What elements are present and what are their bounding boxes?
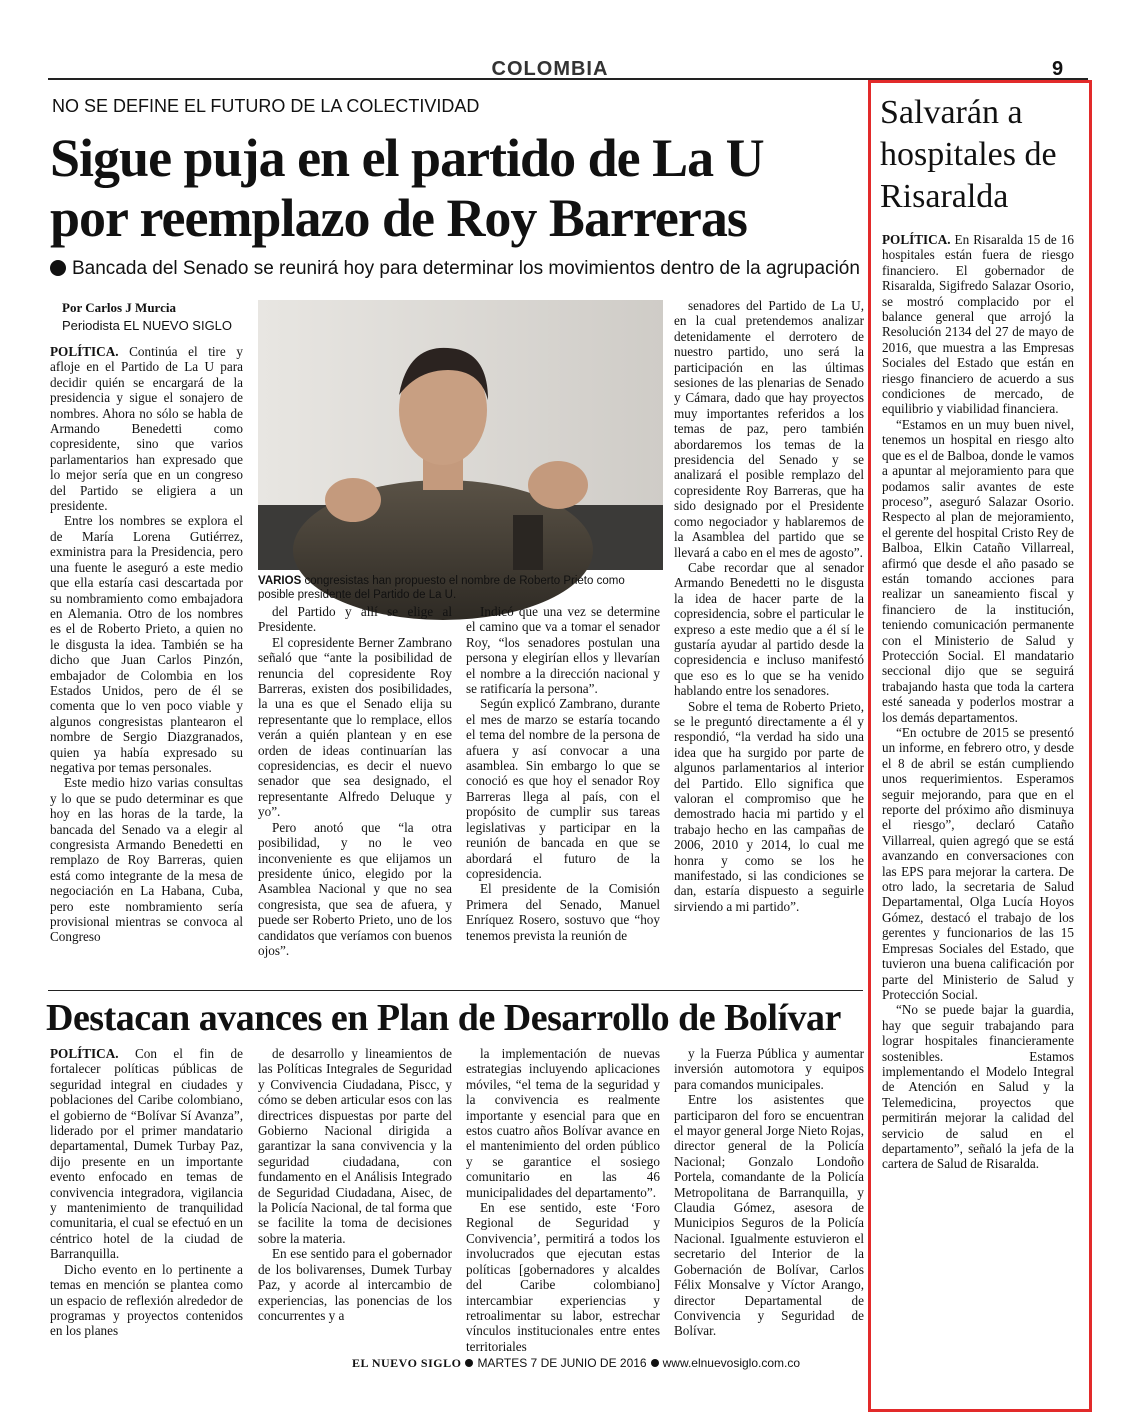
main-column-1 bbox=[50, 344, 243, 976]
paragraph bbox=[674, 699, 864, 915]
page-footer bbox=[336, 1356, 816, 1371]
paragraph-text: senadores del Partido de La U, en la cual pretendemos analizar detenidamente el derrotero de nuestro partido, uno será la participación en las últimas sesiones de las plenarias de Senado y Cámara, dado que hay proyectos muy importantes referidos a los temas de paz, pero también abordaremos los temas de la presidencia del Senado y se analizará el posible remplazo del copresidente Roy Barreras, que ha sido designado por el Presidente como negociador y hablaremos de la Asamblea del partido que se llevará a cabo en el mes de agosto”. bbox=[674, 298, 864, 560]
main-headline: Sigue puja en el partido de La U por reemplazo de Roy Barreras bbox=[50, 128, 764, 248]
section-divider bbox=[48, 990, 863, 991]
newspaper-logo: EL NUEVO SIGLO bbox=[351, 1356, 462, 1370]
author-role: Periodista EL NUEVO SIGLO bbox=[62, 318, 233, 333]
main-column-3 bbox=[466, 604, 660, 976]
paragraph-text: Según explicó Zambrano, durante el mes de marzo se estaría tocando el tema del nombre de la persona de afuera y así convocar a una asamblea. Sin embargo lo que se conoció es que hoy el senador Roy Barreras llega al país, con el propósito de cumplir sus tareas legislativas y participar en la reunión de bancada en que se abordará el futuro de la copresidencia. bbox=[466, 696, 660, 881]
paragraph bbox=[258, 1046, 452, 1246]
paragraph bbox=[674, 1046, 864, 1092]
second-column-3 bbox=[466, 1046, 660, 1354]
sidebar-headline: Salvarán a hospitales de Risaralda bbox=[880, 94, 1057, 215]
paragraph-text: Pero anotó que “la otra posibilidad, y no le veo inconveniente es que elijamos un presidente único, elegido por la Asamblea Nacional y que no sea congresista, que sea de afuera, y puede ser Roberto Prieto, uno de los candidatos que veríamos con buenos ojos”. bbox=[258, 819, 452, 958]
paragraph-text: En ese sentido, este ‘Foro Regional de Seguridad y Convivencia’, permitirá a todos los involucrados que ejecutan estas políticas [gobernadores y alcaldes del Caribe colombiano] intercambiar experiencias y retroalimentar su labor, estrechar vínculos institucionales entre entes territoriales bbox=[466, 1200, 660, 1354]
paragraph-text: la implementación de nuevas estrategias incluyendo aplicaciones móviles, “el tema de la seguridad y la convivencia es realmente importante y esencial para que en estos cuatro años Bolívar avance en el mantenimiento del orden público y se garantice el sosiego comunitario en las 46 municipalidades del departamento”. bbox=[466, 1046, 660, 1200]
second-column-1 bbox=[50, 1046, 243, 1346]
paragraph bbox=[882, 1002, 1074, 1171]
paragraph-text: y la Fuerza Pública y aumentar inversión automotora y equipos para comandos municipales. bbox=[674, 1046, 864, 1092]
paragraph bbox=[50, 775, 243, 944]
caption-text: congresistas han propuesto el nombre de Roberto Prieto como posible presidente del Partido de La U. bbox=[258, 575, 625, 601]
paragraph-text: Sobre el tema de Roberto Prieto, se le preguntó directamente a él y respondió, “la verdad ha sido una idea que ha surgido por parte de algunos parlamentarios al interior del Partido. Ello significa que valoran el compromiso que he demostrado hacia mi partido y el trabajo hecho en las campañas de 2006, 2010 y 2014, lo cual me honra y como se los he manifestado, si las condiciones se dan, estaría dispuesto a seguirle sirviendo a mi partido”. bbox=[674, 698, 864, 914]
article-subhead bbox=[50, 258, 860, 280]
paragraph-text: Dicho evento en lo pertinente a temas en mención se plantea como un espacio de reflexión alrededor de programas y proyectos contenidos en los planes bbox=[50, 1261, 243, 1339]
subhead-text: Bancada del Senado se reunirá hoy para determinar los movimientos dentro de la agrupación bbox=[72, 258, 860, 279]
paragraph bbox=[258, 1246, 452, 1323]
second-column-2 bbox=[258, 1046, 452, 1346]
paragraph-text: Continúa el tire y afloje en el Partido de La U para decidir quién se encargará de la presidencia y sigue el sonajero de nombres. Ahora no sólo se habla de Armando Benedetti como copresidente, sino que varios parlamentarios han expresado que lo mejor sería que en un congreso del Partido se eligiera a un presidente. bbox=[50, 344, 243, 514]
caption-lead: VARIOS bbox=[258, 575, 302, 587]
paragraph-text: “Estamos en un muy buen nivel, tenemos un hospital en riesgo alto que es el de Balboa, donde le vamos a apuntar al mejoramiento para que podamos salir avantes de este proceso”, aseguró Salazar Osorio. Respecto al plan de mejoramiento, el gerente del hospital Cristo Rey de Balboa, Elkin Cataño Villarreal, afirmó que desde el año pasado se están tomando acciones para realizar un saneamiento fiscal y financiero de la institución, teniendo comunicación permanente con el Ministerio de Salud y Protección Social. El mandatario seccional dijo que se seguirá trabajando hasta que toda la cartera esté saneada y poderlos mostrar a los demás departamentos. bbox=[882, 416, 1074, 725]
paragraph bbox=[258, 604, 452, 635]
paragraph-text: Con el fin de fortalecer políticas públicas de seguridad integral en ciudades y poblaciones del Caribe colombiano, el gobierno de “Bolívar Sí Avanza”, liderado por el primer mandatario departamental, Dumek Turbay Paz, dijo presente en un importante evento enfocado en temas de convivencia integradora, vigilancia y mantenimiento de tranquilidad comunitaria, el cual se efectuó en un céntrico hotel de la ciudad de Barranquilla. bbox=[50, 1046, 243, 1262]
byline: Por Carlos J Murcia bbox=[62, 300, 176, 315]
paragraph bbox=[466, 1046, 660, 1200]
lead-word: POLÍTICA. bbox=[882, 232, 951, 247]
paragraph-text: Cabe recordar que al senador Armando Benedetti no le disgusta la idea de hacer parte de la copresidencia, sobre el particular le expreso a este medio que a él sí le gustaría ayudar al partido desde la copresidencia e incluso manifestó que eso es lo que se ha venido hablando entre los senadores. bbox=[674, 559, 864, 699]
paragraph bbox=[258, 635, 452, 820]
main-column-2 bbox=[258, 604, 452, 976]
paragraph bbox=[50, 513, 243, 775]
paragraph bbox=[258, 820, 452, 959]
paragraph-text: del Partido y allí se elige al Presidente. bbox=[258, 604, 452, 635]
paragraph bbox=[466, 604, 660, 696]
dot-icon bbox=[465, 1359, 473, 1367]
bullet-icon bbox=[50, 260, 66, 276]
paragraph bbox=[50, 1046, 243, 1262]
paragraph bbox=[882, 232, 1074, 417]
paragraph bbox=[466, 1200, 660, 1354]
paragraph bbox=[466, 696, 660, 881]
paragraph-text: “En octubre de 2015 se presentó un informe, en febrero otro, y desde el 8 de abril se están cumpliendo unos requerimientos. Esperamos seguir mejorando, para que en el reporte del próximo año disminuya el riesgo”, declaró Cataño Villarreal, quien agregó que se está avanzando en conversaciones con las EPS para mejorar la cartera. De otro lado, la secretaria de Salud Departamental, Olga Lucía Hoyos Gómez, destacó el trabajo de los gerentes y funcionarios de las 15 Empresas Sociales del Estado, que tuvieron una buena calificación por parte del Ministerio de Salud y Protección Social. bbox=[882, 725, 1074, 1002]
lead-word: POLÍTICA. bbox=[50, 344, 119, 359]
paragraph-text: “No se puede bajar la guardia, hay que seguir trabajando para lograr hospitales financieramente sostenibles. Estamos implementando el Modelo Integral de Atención en Salud y la Telemedicina, proyectos que permitirán mejorar la calidad del servicio de salud en el departamento”, señaló la jefa de la cartera de Salud de Risaralda. bbox=[882, 1002, 1074, 1172]
paragraph-text: Entre los asistentes que participaron del foro se encuentran el mayor general Jorge Nieto Rojas, director general de la Policía Nacional; Gonzalo Londoño Portela, comandante de la Policía Metropolitana de Barranquilla, y Claudia Gómez, asesora de Municipios Seguros de la Policía Nacional. Igualmente estuvieron el secretario del Interior de la Gobernación de Bolívar, Carlos Félix Monsalve y Víctor Arango, director Departamental de Convivencia y Seguridad de Bolívar. bbox=[674, 1092, 864, 1339]
main-column-4 bbox=[674, 298, 864, 976]
paragraph-text: de desarrollo y lineamientos de las Políticas Integrales de Seguridad y Convivencia Ciudadana, Piscc, y cómo se deben articular esos con las directrices dispuestas por parte del Gobierno Nacional dirigida a garantizar la sana convivencia y la seguridad ciudadana, con fundamento en el Análisis Integrado de Seguridad Ciudadana, Aisec, de la Policía Nacional, de tal forma que se facilite la toma de decisiones sobre la materia. bbox=[258, 1046, 452, 1246]
paragraph bbox=[50, 1262, 243, 1339]
paragraph-text: En ese sentido para el gobernador de los bolivarenses, Dumek Turbay Paz, y acorde al intercambio de experiencias, las ponencias de los concurrentes y a bbox=[258, 1246, 452, 1323]
paragraph bbox=[882, 417, 1074, 725]
paragraph-text: El copresidente Berner Zambrano señaló que “ante la posibilidad de renuncia del copresidente Roy Barreras, existen dos posibilidades, la una es que el Senado elija su representante que lo remplace, ellos verán a quién plantean y en ese orden de ideas continuarían las copresidencias, es decir el nuevo senador que sea designado, el representante Alfredo Deluque y yo”. bbox=[258, 634, 452, 820]
paragraph bbox=[466, 881, 660, 943]
section-title: COLOMBIA bbox=[491, 58, 609, 80]
footer-date: MARTES 7 DE JUNIO DE 2016 bbox=[477, 1356, 647, 1370]
portrait-photo bbox=[258, 300, 663, 570]
paragraph-text: En Risaralda 15 de 16 hospitales están fuera de riesgo financiero. El gobernador de Risaralda, Sigifredo Salazar Osorio, se mostró complacido por el balance general que arrojó la Resolución 2134 del 27 de mayo de 2016, que muestra a las Empresas Sociales del Estado que están en riesgo financiero de acuerdo a sus condiciones de mercado, de equilibrio y viabilidad financiera. bbox=[882, 232, 1074, 417]
paragraph bbox=[674, 560, 864, 699]
second-column-4 bbox=[674, 1046, 864, 1346]
paragraph-text: Este medio hizo varias consultas y lo que se pudo determinar es que hoy en las horas de la tarde, la bancada del Senado va a elegir al congresista Armando Benedetti en remplazo de Roy Barreras, quien está como integrante de la mesa de negociación en La Habana, Cuba, pero este nombramiento sería provisional mientras se convoca al Congreso bbox=[50, 775, 243, 945]
footer-url: www.elnuevosiglo.com.co bbox=[662, 1356, 801, 1370]
paragraph bbox=[50, 344, 243, 513]
paragraph bbox=[674, 1092, 864, 1339]
sidebar-column bbox=[882, 232, 1074, 1342]
second-headline: Destacan avances en Plan de Desarrollo de Bolívar bbox=[46, 997, 841, 1039]
paragraph-text: Entre los nombres se explora el de María Lorena Gutiérrez, exministra para la Presidencia, pero una fuente le aseguró a este medio que ella estaría casi descartada por su nombramiento como embajadora en Alemania. Otro de los nombres es el de Roberto Prieto, a quien no le disgusta la idea. También se ha dicho que Juan Carlos Pinzón, embajador de Colombia en los Estados Unidos, pero de él se comenta que lo ven poco viable y algunos congresistas plantearon el nombre de Sergio Diazgranados, quien ya había expresado su negativa por temas personales. bbox=[50, 513, 243, 775]
paragraph bbox=[882, 725, 1074, 1002]
paragraph-text: El presidente de la Comisión Primera del Senado, Manuel Enríquez Rosero, sostuvo que “hoy tenemos prevista la reunión de bbox=[466, 881, 660, 943]
photo-caption bbox=[258, 574, 663, 602]
article-kicker: NO SE DEFINE EL FUTURO DE LA COLECTIVIDAD bbox=[52, 96, 480, 116]
dot-icon bbox=[651, 1359, 659, 1367]
page-number: 9 bbox=[1052, 58, 1064, 80]
article-photo bbox=[258, 300, 663, 570]
paragraph bbox=[674, 298, 864, 560]
paragraph-text: Indicó que una vez se determine el camino que va a tomar el senador Roy, “los senadores postulan una persona y elegirían ellos y llevarían el nombre a la dirección nacional y se ratificaría la persona”. bbox=[466, 604, 660, 697]
lead-word: POLÍTICA. bbox=[50, 1046, 119, 1061]
